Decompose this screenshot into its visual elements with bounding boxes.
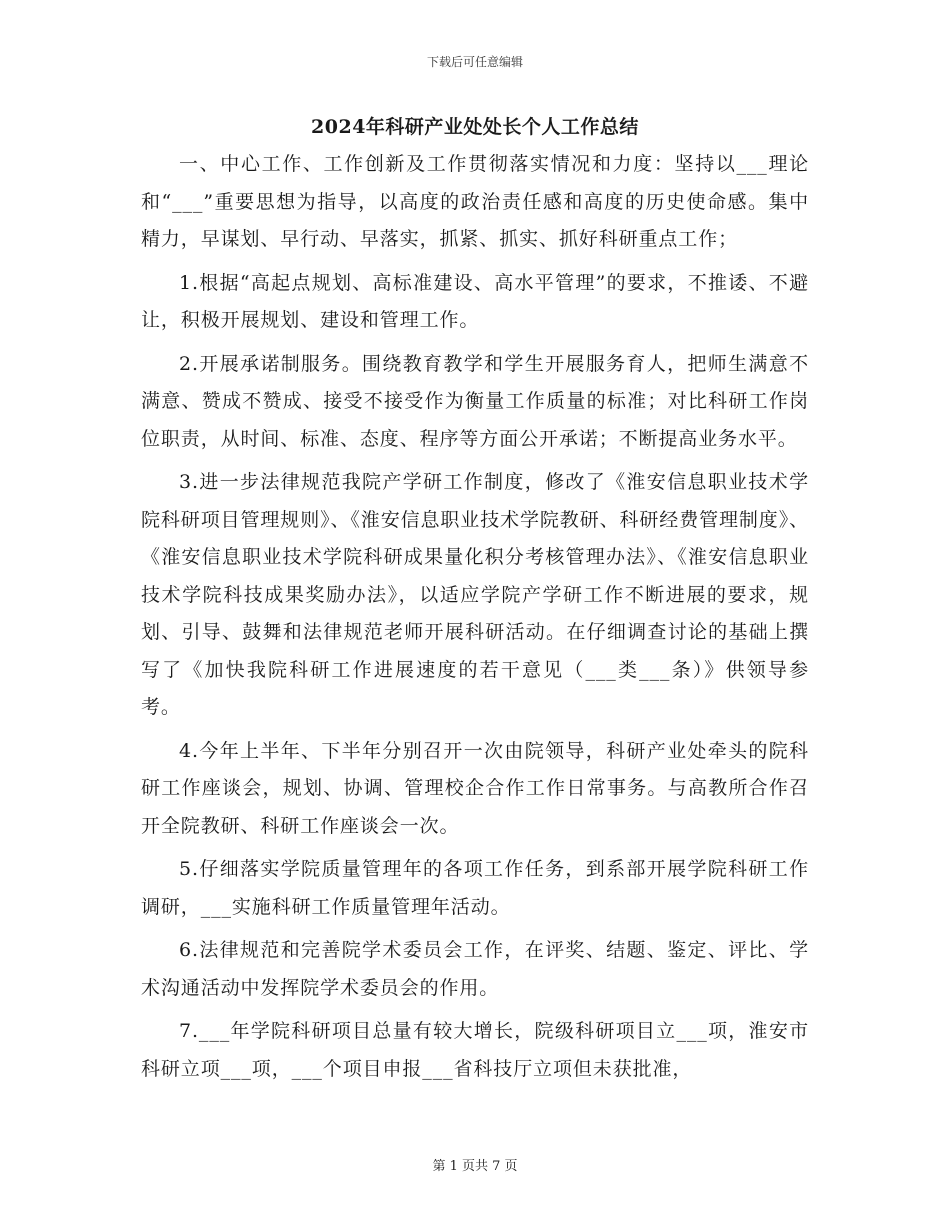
document-title: 2024年科研产业处处长个人工作总结 — [311, 116, 639, 138]
paragraph-item-1: 1.根据“高起点规划、高标准建设、高水平管理”的要求，不推诿、不避让，积极开展规划、建设和管理工作。 — [141, 271, 809, 331]
paragraph-item-6: 6.法律规范和完善院学术委员会工作，在评奖、结题、鉴定、评比、学术沟通活动中发挥院学术委员会的作用。 — [141, 939, 809, 999]
paragraph-item-4: 4.今年上半年、下半年分别召开一次由院领导，科研产业处牵头的院科研工作座谈会，规划、协调、管理校企合作工作日常事务。与高教所合作召开全院教研、科研工作座谈会一次。 — [141, 739, 809, 837]
page-number-footer: 第 1 页共 7 页 — [432, 1159, 518, 1174]
paragraph-item-2: 2.开展承诺制服务。围绕教育教学和学生开展服务育人，把师生满意不满意、赞成不赞成、接受不接受作为衡量工作质量的标准；对比科研工作岗位职责，从时间、标准、态度、程序等方面公开承诺；不断提高业务水平。 — [141, 352, 809, 450]
paragraph-intro: 一、中心工作、工作创新及工作贯彻落实情况和力度：坚持以___理论和“___”重要思想为指导，以高度的政治责任感和高度的历史使命感。集中精力，早谋划、早行动、早落实，抓紧、抓实、抓好科研重点工作； — [141, 153, 809, 250]
paragraph-item-3: 3.进一步法律规范我院产学研工作制度，修改了《淮安信息职业技术学院科研项目管理规则》、《淮安信息职业技术学院教研、科研经费管理制度》、《淮安信息职业技术学院科研成果量化积分考核管理办法》、《淮安信息职业技术学院科技成果奖励办法》，以适应学院产学研工作不断进展的要求，规划、引导、鼓舞和法律规范老师开展科研活动。在仔细调查讨论的基础上撰写了《加快我院科研工作进展速度的若干意见（___类___条）》供领导参考。 — [141, 471, 810, 718]
paragraph-item-5: 5.仔细落实学院质量管理年的各项工作任务，到系部开展学院科研工作调研，___实施科研工作质量管理年活动。 — [141, 858, 809, 918]
document-body — [141, 146, 809, 1094]
page-header-note: 下载后可任意编辑 — [426, 55, 523, 69]
paragraph-item-7: 7.___年学院科研项目总量有较大增长，院级科研项目立___项，淮安市科研立项___项，___个项目申报___省科技厅立项但未获批准， — [141, 1020, 809, 1080]
